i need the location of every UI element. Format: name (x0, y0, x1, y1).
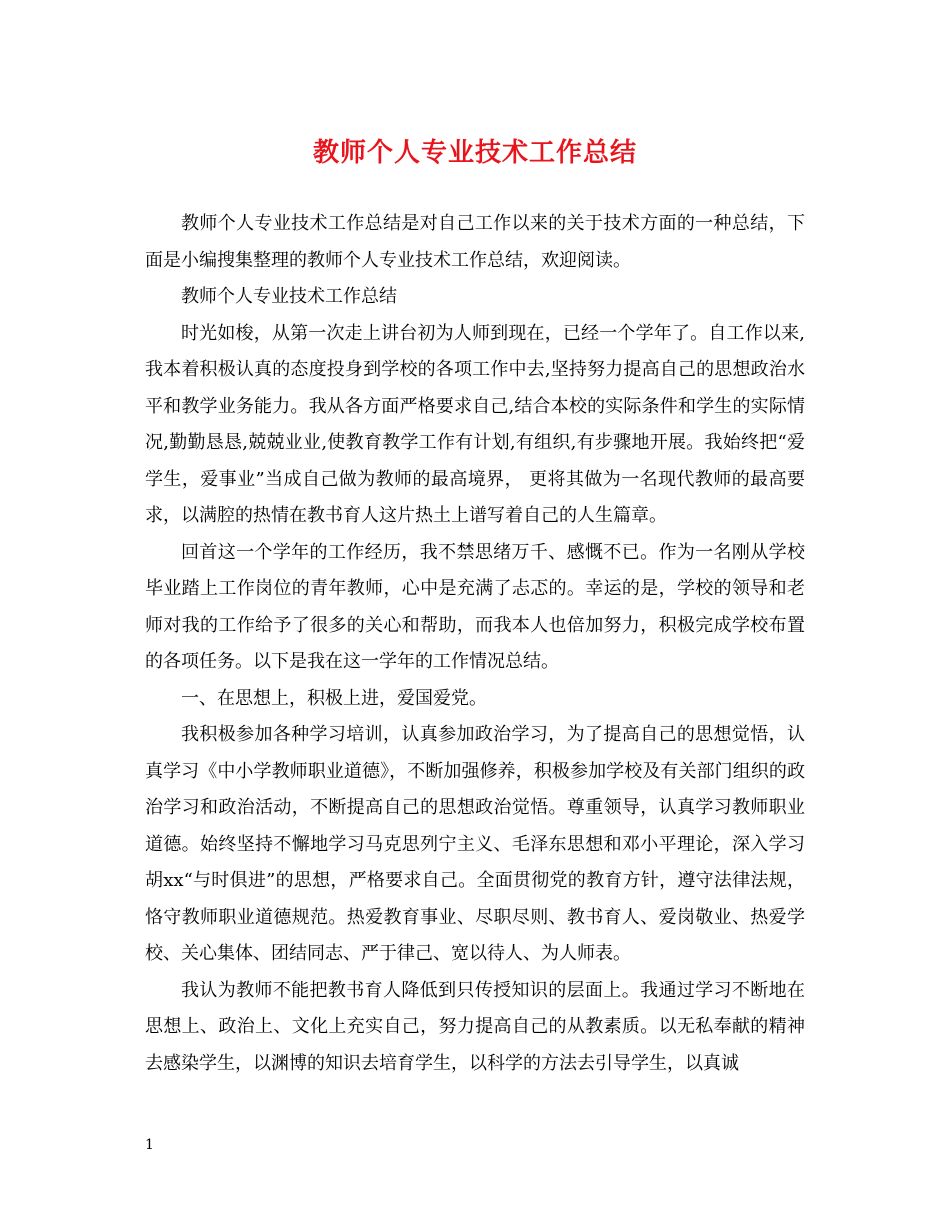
section-heading: 教师个人专业技术工作总结 (181, 286, 397, 307)
body-paragraph: 回首这一个学年的工作经历，我不禁思绪万千、感慨不已。作为一名刚从学校毕业踏上工作岗位的青年教师，心中是充满了忐忑的。幸运的是，学校的领导和老师对我的工作给予了很多的关心和帮助，而我本人也倍加努力，积极完成学校布置的各项任务。以下是我在这一学年的工作情况总结。 (145, 541, 805, 672)
body-paragraph: 时光如梭，从第一次走上讲台初为人师到现在，已经一个学年了。自工作以来,我本着积极认真的态度投身到学校的各项工作中去,坚持努力提高自己的思想政治水平和教学业务能力。我从各方面严格要求自己,结合本校的实际条件和学生的实际情况,勤勤恳恳,兢兢业业,使教育教学工作有计划,有组织,有步骤地开展。我始终把“爱学生，爱事业”当成自己做为教师的最高境界， 更将其做为一名现代教师的最高要求，以满腔的热情在教书育人这片热土上谱写着自己的人生篇章。 (145, 322, 805, 526)
body-paragraph: 我积极参加各种学习培训，认真参加政治学习，为了提高自己的思想觉悟，认真学习《中小学教师职业道德》，不断加强修养，积极参加学校及有关部门组织的政治学习和政治活动，不断提高自己的思想政治觉悟。尊重领导，认真学习教师职业道德。始终坚持不懈地学习马克思列宁主义、毛泽东思想和邓小平理论，深入学习胡xx“与时俱进”的思想，严格要求自己。全面贯彻党的教育方针，遵守法律法规，恪守教师职业道德规范。热爱教育事业、尽职尽则、教书育人、爱岗敬业、热爱学校、关心集体、团结同志、严于律己、宽以待人、为人师表。 (145, 724, 805, 964)
subsection-heading: 一、在思想上，积极上进，爱国爱党。 (181, 687, 487, 709)
document-body (145, 206, 805, 1082)
intro-paragraph: 教师个人专业技术工作总结是对自己工作以来的关于技术方面的一种总结，下面是小编搜集整理的教师个人专业技术工作总结，欢迎阅读。 (145, 213, 805, 271)
page-number: 1 (145, 1137, 154, 1153)
document-title: 教师个人专业技术工作总结 (312, 138, 637, 168)
body-paragraph: 我认为教师不能把教书育人降低到只传授知识的层面上。我通过学习不断地在思想上、政治上、文化上充实自己，努力提高自己的从教素质。以无私奉献的精神去感染学生，以渊博的知识去培育学生，以科学的方法去引导学生，以真诚 (145, 979, 805, 1074)
